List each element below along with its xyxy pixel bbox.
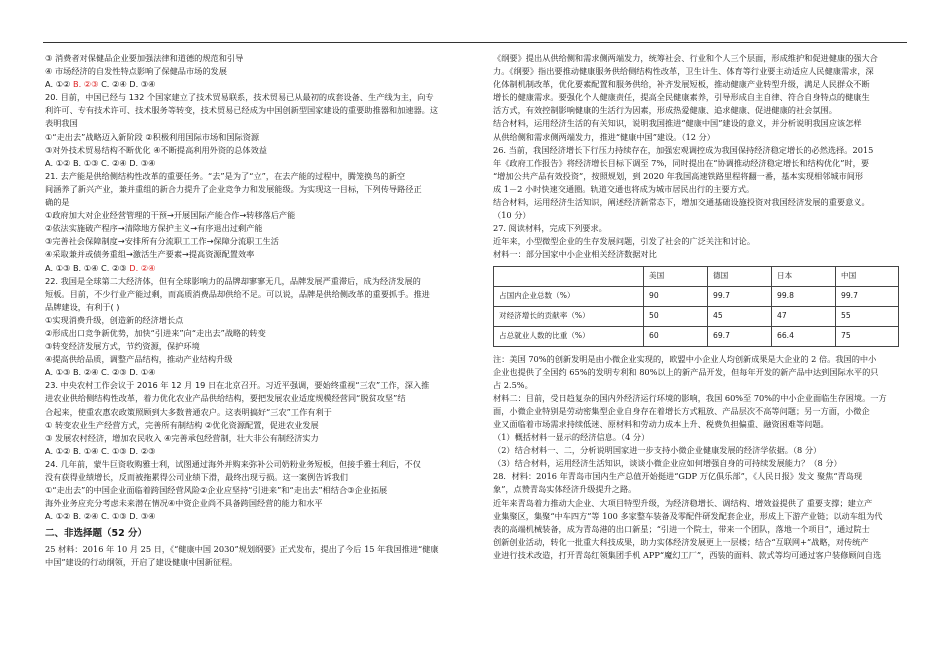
table-cell: 60	[644, 326, 708, 346]
text-line	[45, 131, 463, 144]
text-line: 创新创业活动，转化一批重大科技成果，助力实体经济发展更上一层楼；结合“互联网+”战略，对传统产	[493, 536, 869, 547]
text-fragment: 合起来，使重农惠农政策照顾到大多数普通农户。这表明搞好“三农”工作有利于	[45, 406, 332, 417]
text-fragment: A. ①② B. ①③ C. ②④ D. ③④	[45, 157, 156, 168]
right-column	[493, 52, 908, 562]
table-cell: 47	[772, 306, 836, 326]
text-line: （10 分）	[493, 210, 531, 221]
text-line: 27. 阅读材料，完成下列要求。	[493, 223, 607, 234]
text-fragment: A. ①③ B. ①④ C. ②③	[45, 262, 130, 273]
text-fragment: ③ 消费者对保健品企业要加强法律和道德的规范和引导	[45, 53, 244, 63]
text-fragment: 表明我国	[45, 118, 78, 129]
table-cell: 99.8	[772, 286, 836, 306]
text-fragment: 短板。目前，不少行业产能过剩，而高质消费品却供给不足。可以说，品牌是供给侧改革的重要抓手。推进	[45, 288, 430, 299]
table-cell: 75	[836, 326, 899, 346]
text-line: 材料一：部分国家中小企业相关经济数据对比	[493, 249, 657, 260]
table-row	[494, 306, 899, 326]
text-fragment: ④采取兼并或债务重组→激活生产要素→提高资源配置效率	[45, 249, 255, 260]
text-fragment: 确的是	[45, 197, 70, 208]
table-row	[494, 286, 899, 306]
text-line: 从供给侧和需求侧两端发力，推进“健康中国”建设。（12 分）	[493, 131, 715, 142]
text-fragment: ④提高供给品质，调整产品结构，推动产业结构升级	[45, 354, 233, 365]
text-line	[45, 91, 463, 104]
text-line: 业集聚区，集聚“中车四方”等 100 多家整车装备及零配件研发配套企业，形成上下游产业链；以动车组为代	[493, 510, 883, 521]
text-line: 26. 当前，我国经济增长下行压力持续存在，加强宏观调控成为我国保持经济稳定增长的必然选择。2015	[493, 144, 874, 155]
text-line	[45, 104, 463, 117]
text-line: 占 2.5%。	[493, 379, 533, 390]
section-title: 二、非选择题（52 分）	[45, 528, 148, 540]
text-fragment: 22. 我国是全球第二大经济体，但有全球影响力的品牌却寥寥无几，品牌发展严重滞后，成为经济发展的	[45, 275, 421, 286]
text-fragment: 品牌建设，有利于( )	[45, 301, 120, 312]
table-cell: 90	[644, 286, 708, 306]
text-line	[45, 157, 463, 170]
text-fragment: B. ②③	[72, 79, 99, 90]
table-header-cell	[494, 266, 644, 286]
text-line: （1）概括材料一显示的经济信息。（4 分）	[493, 432, 650, 443]
text-fragment: 21. 去产能是供给侧结构性改革的重要任务。“去”是为了“立”，在去产能的过程中，腾笼换鸟的新空	[45, 170, 406, 181]
text-line	[45, 65, 463, 78]
text-fragment: ①政府加大对企业经营管理的干预→开展国际产能合作→转移落后产能	[45, 210, 296, 221]
text-line: （2）结合材料一、二，分析说明国家进一步支持小微企业健康发展的经济学依据。（8 分）	[493, 445, 822, 456]
text-line: 25 材料：2016 年 10 月 25 日，《“健康中国 2030”规划纲要》正式发布，提出了今后 15 年我国推进“健康	[45, 544, 439, 555]
text-fragment: A. ①②	[45, 79, 71, 90]
table-row-label: 对经济增长的贡献率（%）	[494, 306, 644, 326]
question-25-intro	[45, 543, 463, 569]
right-question-lines-continued	[493, 353, 908, 563]
text-line	[45, 392, 463, 405]
text-fragment: 24. 几年前，蒙牛巨资收购雅士利，试图通过海外并购来弥补公司奶粉业务短板，但接手雅士利后，不仅	[45, 458, 421, 469]
text-line: 中国”建设的行动纲领，开启了建设健康中国新征程。	[45, 557, 238, 568]
text-line	[45, 484, 463, 497]
left-question-lines	[45, 52, 463, 523]
text-fragment: ①“走出去”的中国企业面临着跨国经营风险②企业应坚持“引进来”和“走出去”相结合③企业拓展	[45, 485, 388, 496]
text-line	[45, 235, 463, 248]
text-line	[45, 497, 463, 510]
text-line: 《纲要》提出从供给侧和需求侧两端发力，统筹社会、行业和个人三个层面，形成维护和促进健康的强大合	[493, 53, 878, 63]
text-line	[45, 314, 463, 327]
left-column	[45, 52, 463, 570]
table-cell: 55	[836, 306, 899, 326]
text-line: 力。《纲要》指出要推动健康服务供给侧结构性改革，卫生计生、体育等行业要主动适应人民健康需求，深	[493, 66, 874, 77]
text-line: 面，小微企业特别是劳动密集型企业自身存在着增长方式粗放、产品层次不高等问题；另一方面，小微企	[493, 405, 870, 416]
text-line	[45, 432, 463, 445]
text-line	[45, 262, 463, 275]
table-cell: 69.7	[708, 326, 772, 346]
text-line: （3）结合材料，运用经济生活知识，谈谈小微企业应如何增强自身的可持续发展能力？（8 分）	[493, 458, 842, 469]
text-fragment: A. ①③ B. ②④ C. ②③ D. ①④	[45, 367, 156, 378]
text-line: 年《政府工作报告》将经济增长目标下调至 7%，同时提出在“协调推动经济稳定增长和结构优化”时，要	[493, 157, 870, 168]
text-line	[45, 340, 463, 353]
text-fragment: ① 转变农业生产经营方式，完善所有制结构 ②优化资源配置，促进农业发展	[45, 419, 319, 430]
text-fragment: 20. 目前，中国已经与 132 个国家建立了技术贸易联系，技术贸易已从最初的成套设备、生产线为主，向专	[45, 92, 434, 103]
table-header-cell: 日本	[772, 266, 836, 286]
table-header-cell: 德国	[708, 266, 772, 286]
text-line	[45, 288, 463, 301]
text-line: 材料二：目前，受日趋复杂的国内外经济运行环境的影响，我国 60%至 70%的中小企业面临生存困境。一方	[493, 392, 887, 403]
text-line: 表的高端机械装备，成为青岛港的出口新星；“引进一个院士，带来一个团队，落地一个项目”，通过院士	[493, 523, 870, 534]
text-fragment: ①实现消费升级，创造新的经济增长点	[45, 314, 184, 325]
text-line	[45, 275, 463, 288]
text-line: 增长的健康需求。要强化个人健康责任，提高全民健康素养，引导形成自主自律、符合自身特点的健康生	[493, 92, 870, 103]
text-line: 成 1－2 小时快速交通圈。轨道交通也将成为城市居民出行的主要方式。	[493, 183, 755, 194]
text-fragment: 海外业务应充分考虑未来潜在情况④中资企业尚不具备跨国经营的能力和水平	[45, 498, 323, 509]
top-rule	[43, 42, 907, 43]
text-fragment: ④ 市场经济的自发性特点影响了保健品市场的发展	[45, 66, 227, 77]
text-line	[45, 78, 463, 91]
text-fragment: ①“走出去”战略迈入新阶段 ②积极利用国际市场和国际资源	[45, 131, 260, 142]
text-fragment: A. ①② B. ②④ C. ①③ D. ③④	[45, 511, 156, 522]
text-line: 业又面临着市场需求持续低迷、原材料和劳动力成本上升、税费负担偏重、融资困难等问题。	[493, 418, 829, 429]
text-line	[45, 52, 463, 65]
text-line	[45, 117, 463, 130]
text-line: 企业也提供了全国约 65%的发明专利和 80%以上的新产品开发，但每年开发的新产品中达到国际水平的只	[493, 366, 879, 377]
table-row-label: 占国内企业总数（%）	[494, 286, 644, 306]
text-fragment: 进农业供给侧结构性改革，着力优化农业产品供给结构，要把发展农业适度规模经营同“脱贫攻坚”结	[45, 393, 406, 404]
text-fragment: ②依法实施破产程序→清除地方保护主义→有序退出过剩产能	[45, 223, 263, 234]
text-line	[45, 458, 463, 471]
text-line: 28．材料：2016 年青岛市国内生产总值开始挺进“GDP 万亿俱乐部”，《人民日报》发文 聚焦“青岛现	[493, 471, 863, 482]
text-line	[45, 366, 463, 379]
text-fragment: A. ①② B. ①④ C. ①③ D. ②③	[45, 445, 156, 456]
text-line	[45, 222, 463, 235]
table-header-row	[494, 266, 899, 286]
sme-data-table	[493, 266, 899, 347]
text-line	[45, 510, 463, 523]
text-fragment: ③完善社会保障制度→安排所有分流职工工作→保障分流职工生活	[45, 236, 279, 247]
text-fragment: ②形成出口竞争新优势，加快“引进来”向“走出去”战略的转变	[45, 327, 266, 338]
table-cell: 50	[644, 306, 708, 326]
text-line: 结合材料，运用经济生活的有关知识，说明我国推进“健康中国”建设的意义，并分析说明我国应该怎样	[493, 118, 862, 129]
table-cell: 99.7	[836, 286, 899, 306]
text-line	[45, 301, 463, 314]
table-header-cell: 美国	[644, 266, 708, 286]
right-question-lines	[493, 52, 908, 262]
text-line: “增加公共产品有效投资”，按照规划，到 2020 年我国高速铁路里程将翻一番，基本实现相邻城市间形	[493, 170, 864, 181]
text-fragment: D. ②④	[129, 262, 156, 273]
text-line: 象”，点赞青岛实体经济升级提升之路。	[493, 484, 637, 495]
text-line	[45, 144, 463, 157]
text-line	[45, 183, 463, 196]
text-fragment: ③ 发展农村经济，增加农民收入 ④完善承包经营制，壮大非公有制经济实力	[45, 432, 319, 443]
table-cell: 45	[708, 306, 772, 326]
text-line	[45, 419, 463, 432]
text-line	[45, 248, 463, 261]
text-line: 近年来，小型微型企业的生存发展问题，引发了社会的广泛关注和讨论。	[493, 236, 756, 247]
text-line	[45, 379, 463, 392]
text-line	[45, 353, 463, 366]
text-line: 结合材料，运用经济生活知识，阐述经济新常态下，增加交通基础设施投资对我国经济发展的重要意义。	[493, 197, 870, 208]
text-line	[45, 196, 463, 209]
text-fragment: 23. 中央农村工作会议于 2016 年 12 月 19 日在北京召开。习近平强调，要始终重视“三农”工作，深入推	[45, 380, 430, 391]
text-line	[45, 327, 463, 340]
text-line: 业进行技术改造，打开青岛红领集团手机 APP“魔幻工厂”，西装的面料、款式等均可通过客户装修顾问自选	[493, 549, 882, 560]
text-line	[45, 445, 463, 458]
text-line	[45, 471, 463, 484]
text-line	[45, 170, 463, 183]
text-line: 近年来青岛着力推动大企业、大项目特型升级，为经济稳增长、调结构、增效益提供了 重要支撑；建立产	[493, 497, 873, 508]
text-fragment: ③对外技术贸易结构不断优化 ④不断提高利用外资的总体效益	[45, 144, 267, 155]
text-fragment: ③转变经济发展方式，节约资源，保护环境	[45, 341, 200, 352]
table-row-label: 占总就业人数的比重（%）	[494, 326, 644, 346]
text-line: 化体制机制改革，优化要素配置和服务供给，补齐发展短板，推动健康产业转型升级，满足人民群众不断	[493, 79, 870, 90]
table-row	[494, 326, 899, 346]
text-fragment: 间涵养了新兴产业，兼并重组的新合力提升了企业竞争力和发展能级。为实现这一目标，下列传导路径正	[45, 183, 422, 194]
table-header-cell: 中国	[836, 266, 899, 286]
text-fragment: 利许可、专有技术许可、技术服务等转变，技术贸易已经成为中国创新型国家建设的重要助推器和加速器。这	[45, 105, 439, 116]
table-cell: 66.4	[772, 326, 836, 346]
text-line: 注：美国 70%的创新发明是由小微企业实现的，欧盟中小企业人均创新成果是大企业的 2 倍。我国的中小	[493, 353, 877, 364]
table-cell: 99.7	[708, 286, 772, 306]
text-fragment: C. ②④ D. ③④	[101, 79, 156, 90]
text-line: 活方式，有效控制影响健康的生活行为因素，形成热爱健康、追求健康、促进健康的社会氛围。	[493, 105, 837, 116]
text-fragment: 没有获得业绩增长，反而被拖累得公司业绩下滑，最终出现亏损。这一案例告诉我们	[45, 472, 348, 482]
text-line	[45, 209, 463, 222]
text-line	[45, 406, 463, 419]
